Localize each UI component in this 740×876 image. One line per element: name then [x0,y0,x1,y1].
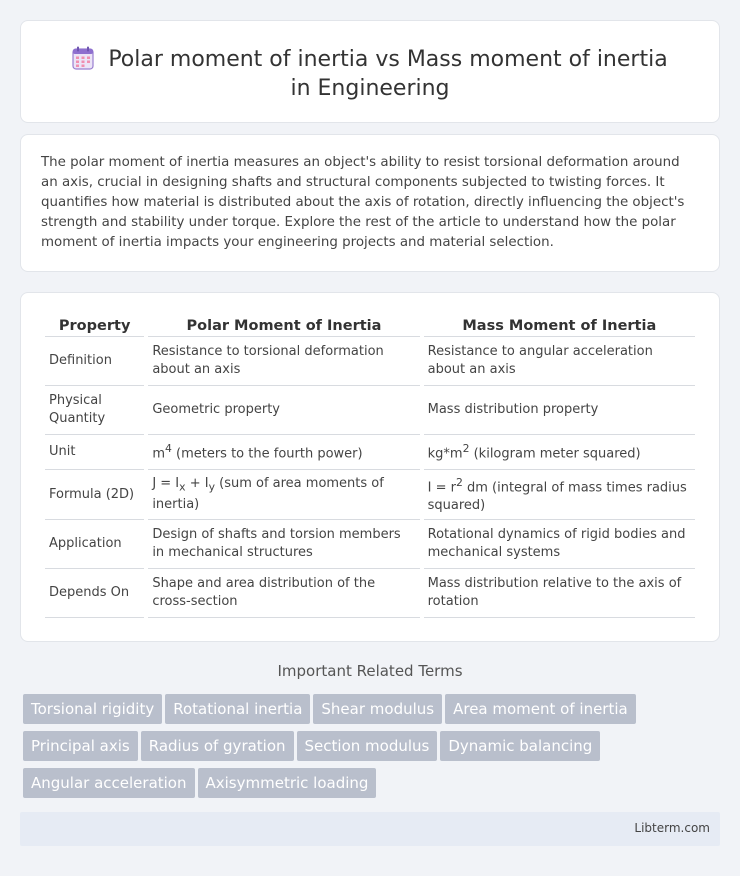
page-title: Polar moment of inertia vs Mass moment of inertia in Engineering [108,47,668,101]
cell-polar: Resistance to torsional deformation about an axis [148,337,419,386]
table-row [45,386,695,435]
page-title-row [21,45,719,103]
unit-exponent: 4 [164,442,172,456]
footer-site-link[interactable]: Libterm.com [634,821,710,835]
table-row [45,520,695,569]
formula-part: I = r [427,480,456,496]
related-terms-heading: Important Related Terms [277,662,463,680]
table-row [45,569,695,618]
related-term-tag[interactable]: Shear modulus [313,694,442,724]
table-row [45,435,695,470]
cell-property: Depends On [45,569,144,618]
cell-mass [424,435,695,470]
cell-property: Application [45,520,144,569]
cell-polar [148,435,419,470]
header-polar: Polar Moment of Inertia [148,315,419,337]
formula-description: (sum of area moments of inertia) [152,475,384,513]
related-term-tag[interactable]: Angular acceleration [23,768,195,798]
cell-mass: Mass distribution property [424,386,695,435]
formula-part: J = I [152,475,180,491]
cell-property: Definition [45,337,144,386]
table-header-row [45,315,695,337]
table-row [45,470,695,520]
unit-exponent: 2 [462,442,470,456]
cell-polar [148,470,419,520]
comparison-table-card [20,292,720,642]
cell-mass: Rotational dynamics of rigid bodies and mechanical systems [424,520,695,569]
intro-card [20,134,720,272]
header-property: Property [45,315,144,337]
cell-polar: Design of shafts and torsion members in mechanical structures [148,520,419,569]
related-term-tag[interactable]: Principal axis [23,731,138,761]
related-term-tag[interactable]: Dynamic balancing [440,731,600,761]
unit-base: m [152,446,165,462]
cell-property: Formula (2D) [45,470,144,520]
cell-property: Physical Quantity [45,386,144,435]
related-term-tag[interactable]: Section modulus [297,731,438,761]
formula-subscript: y [208,480,215,494]
cell-mass [424,470,695,520]
related-term-tag[interactable]: Axisymmetric loading [198,768,377,798]
formula-description: dm (integral of mass times radius squared) [427,480,687,514]
cell-polar: Geometric property [148,386,419,435]
comparison-table [41,315,699,618]
related-term-tag[interactable]: Rotational inertia [165,694,310,724]
related-terms-list [23,694,723,805]
related-term-tag[interactable]: Radius of gyration [141,731,294,761]
unit-base: kg*m [427,446,463,462]
calendar-grid-icon [72,46,94,70]
header-mass: Mass Moment of Inertia [424,315,695,337]
related-term-tag[interactable]: Torsional rigidity [23,694,162,724]
cell-property: Unit [45,435,144,470]
cell-mass: Mass distribution relative to the axis of rotation [424,569,695,618]
table-row [45,337,695,386]
unit-description: (kilogram meter squared) [469,446,641,462]
cell-polar: Shape and area distribution of the cross-section [148,569,419,618]
title-card [20,20,720,123]
unit-description: (meters to the fourth power) [171,446,363,462]
formula-part: + I [185,475,209,491]
intro-paragraph: The polar moment of inertia measures an object's ability to resist torsional deformation around an axis, crucial in designing shafts and structural components subjected to twisting forces. It quantifies how material is distributed about the axis of rotation, directly influencing the object's strength and stability under torque. Explore the rest of the article to understand how the polar moment of inertia impacts your engineering projects and material selection. [41,155,685,250]
footer [20,812,720,846]
cell-mass: Resistance to angular acceleration about an axis [424,337,695,386]
formula-subscript: x [179,480,186,494]
formula-exponent: 2 [455,476,463,489]
related-term-tag[interactable]: Area moment of inertia [445,694,636,724]
